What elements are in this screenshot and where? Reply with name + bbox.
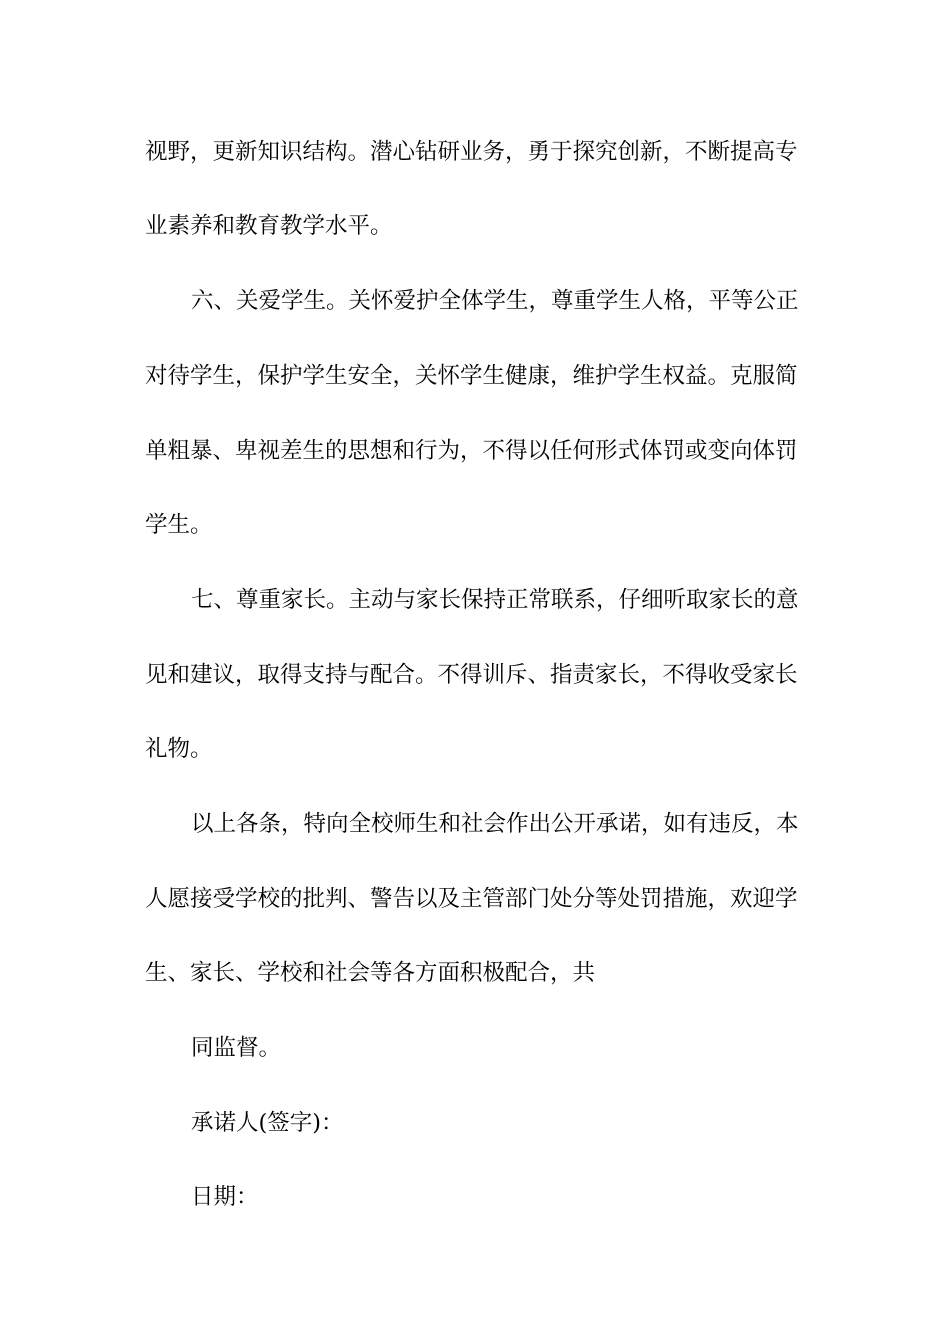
text-line: 学生。	[145, 512, 213, 538]
text-line: 见和建议，取得支持与配合。不得训斥、指责家长，不得收受家长	[145, 662, 798, 688]
text-line: 业素养和教育教学水平。	[145, 213, 393, 239]
text-line: 视野，更新知识结构。潜心钻研业务，勇于探究创新，不断提高专	[145, 139, 798, 165]
date-label: 日期：	[191, 1184, 259, 1210]
text-line: 单粗暴、卑视差生的思想和行为，不得以任何形式体罚或变向体罚	[145, 438, 798, 464]
text-line: 对待学生，保护学生安全，关怀学生健康，维护学生权益。克服简	[145, 363, 798, 389]
text-line: 生、家长、学校和社会等各方面积极配合，共	[145, 960, 596, 986]
text-line: 人愿接受学校的批判、警告以及主管部门处分等处罚措施，欢迎学	[145, 886, 798, 912]
paragraph-commitment: 以上各条，特向全校师生和社会作出公开承诺，如有违反，本	[191, 811, 799, 837]
signature-label: 承诺人(签字)：	[191, 1110, 344, 1136]
paragraph-heading-6: 六、关爱学生。关怀爱护全体学生，尊重学生人格，平等公正	[191, 288, 799, 314]
paragraph-heading-7: 七、尊重家长。主动与家长保持正常联系，仔细听取家长的意	[191, 587, 799, 613]
text-line: 同监督。	[191, 1035, 282, 1061]
text-line: 礼物。	[145, 736, 213, 762]
